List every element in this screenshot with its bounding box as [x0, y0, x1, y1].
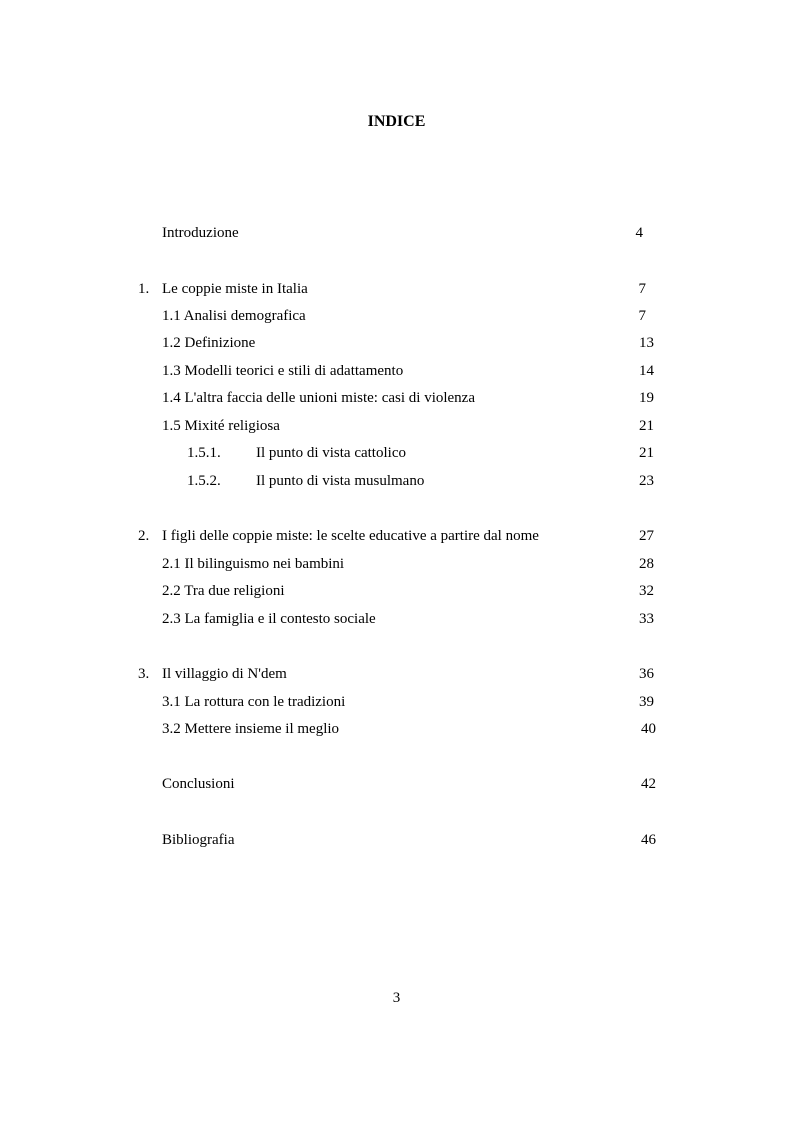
toc-entry-number: 3. [138, 666, 150, 682]
toc-entry-page: 46 [641, 832, 656, 848]
toc-entry-page: 40 [641, 721, 656, 737]
toc-entry-chapter-3 [0, 664, 793, 684]
toc-entry-page: 23 [639, 473, 654, 489]
toc-entry-page: 39 [639, 694, 654, 710]
toc-entry-2-1 [0, 554, 793, 574]
toc-entry-bibliografia [0, 830, 793, 850]
toc-entry-page: 14 [639, 363, 654, 379]
toc-entry-label: Conclusioni [162, 776, 235, 792]
toc-entry-label: 1.1 Analisi demografica [162, 308, 306, 324]
toc-entry-label: Il punto di vista cattolico [256, 445, 406, 461]
toc-entry-1-4 [0, 388, 793, 408]
toc-entry-page: 33 [639, 611, 654, 627]
toc-entry-page: 4 [635, 225, 643, 241]
toc-entry-page: 36 [639, 666, 654, 682]
toc-entry-number: 1.5.1. [187, 445, 221, 461]
toc-entry-chapter-2 [0, 526, 793, 546]
toc-entry-1-1 [0, 306, 793, 326]
toc-entry-number: 1.5.2. [187, 473, 221, 489]
toc-entry-label: 1.2 Definizione [162, 335, 256, 351]
toc-entry-label: Introduzione [162, 225, 239, 241]
toc-entry-number: 1. [138, 281, 150, 297]
toc-entry-page: 19 [639, 390, 654, 406]
toc-entry-page: 21 [639, 418, 654, 434]
toc-entry-3-1 [0, 692, 793, 712]
toc-entry-label: Bibliografia [162, 832, 235, 848]
toc-entry-page: 42 [641, 776, 656, 792]
toc-entry-1-5-1 [0, 443, 793, 463]
toc-entry-page: 21 [639, 445, 654, 461]
toc-entry-3-2 [0, 719, 793, 739]
toc-entry-1-5-2 [0, 471, 793, 491]
toc-entry-1-2 [0, 333, 793, 353]
toc-entry-label: 2.2 Tra due religioni [162, 583, 285, 599]
toc-entry-label: Le coppie miste in Italia [162, 281, 308, 297]
toc-entry-label: 1.5 Mixité religiosa [162, 418, 280, 434]
toc-entry-label: 3.2 Mettere insieme il meglio [162, 721, 340, 737]
toc-entry-page: 28 [639, 556, 654, 572]
toc-entry-label: 2.1 Il bilinguismo nei bambini [162, 556, 345, 572]
page-title: INDICE [367, 113, 426, 130]
toc-entry-1-5 [0, 416, 793, 436]
toc-entry-page: 32 [639, 583, 654, 599]
toc-entry-label: 1.4 L'altra faccia delle unioni miste: casi di violenza [162, 390, 476, 406]
toc-entry-page: 7 [638, 308, 646, 324]
toc-entry-page: 27 [639, 528, 654, 544]
toc-entry-2-3 [0, 609, 793, 629]
toc-entry-page: 13 [639, 335, 654, 351]
toc-entry-chapter-1 [0, 279, 793, 299]
toc-entry-label: 1.3 Modelli teorici e stili di adattamento [162, 363, 404, 379]
toc-entry-label: Il villaggio di N'dem [162, 666, 287, 682]
toc-entry-conclusioni [0, 774, 793, 794]
toc-entry-label: 3.1 La rottura con le tradizioni [162, 694, 346, 710]
toc-entry-label: Il punto di vista musulmano [256, 473, 425, 489]
toc-entry-2-2 [0, 581, 793, 601]
toc-entry-1-3 [0, 361, 793, 381]
toc-entry-page: 7 [638, 281, 646, 297]
page-number: 3 [392, 990, 401, 1006]
toc-entry-number: 2. [138, 528, 150, 544]
toc-entry-label: I figli delle coppie miste: le scelte educative a partire dal nome [162, 528, 539, 544]
toc-entry-label: 2.3 La famiglia e il contesto sociale [162, 611, 376, 627]
toc-entry-introduzione [0, 223, 793, 243]
